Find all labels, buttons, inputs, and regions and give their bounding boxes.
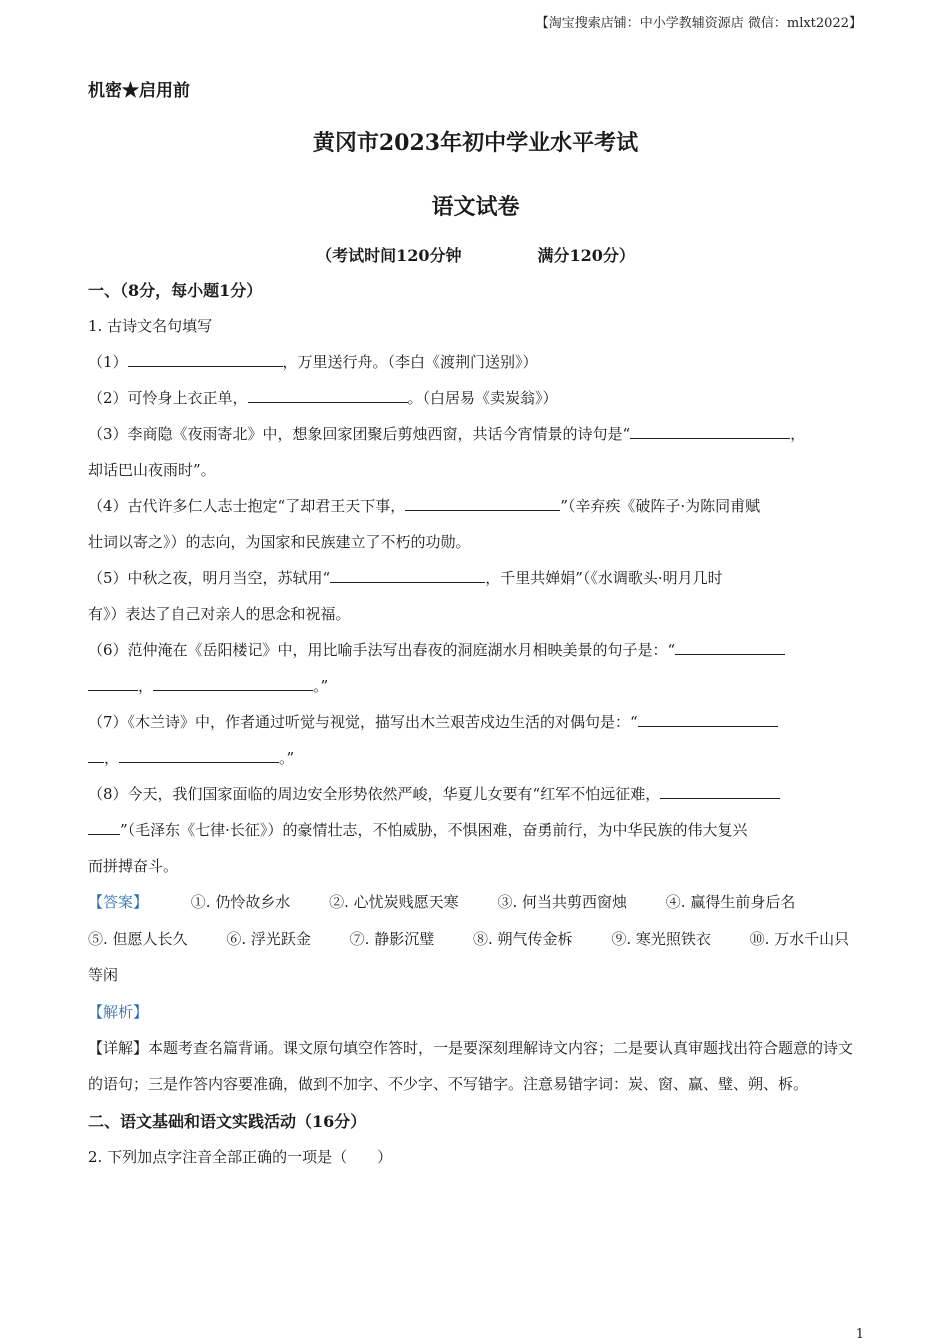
fill-blank[interactable] bbox=[630, 422, 790, 439]
section-1-heading: 一、（8分，每小题1分） bbox=[88, 281, 263, 300]
answer-item: ③. 何当共剪西窗烛 bbox=[497, 893, 627, 911]
item-2 bbox=[88, 380, 863, 416]
item-text: （6）范仲淹在《岳阳楼记》中，用比喻手法写出春夜的洞庭湖水月相映美景的句子是：“ bbox=[88, 641, 676, 659]
item-text: （8）今天，我们国家面临的周边安全形势依然严峻，华夏儿女要有“红军不怕远征难， bbox=[88, 785, 661, 803]
item-4 bbox=[88, 488, 863, 524]
item-5-continued: 有》）表达了自己对亲人的思念和祝福。 bbox=[88, 605, 351, 623]
answer-block bbox=[88, 884, 863, 994]
fill-blank[interactable] bbox=[119, 746, 279, 763]
fill-blank[interactable] bbox=[330, 566, 485, 583]
exam-time: （考试时间120分钟 bbox=[316, 246, 462, 265]
fill-blank[interactable] bbox=[153, 674, 313, 691]
exam-info bbox=[88, 244, 863, 268]
question-2: 2. 下列加点字注音全部正确的一项是（ ） bbox=[88, 1147, 393, 1166]
item-1 bbox=[88, 344, 863, 380]
fill-blank[interactable] bbox=[660, 782, 780, 799]
fill-blank[interactable] bbox=[638, 710, 778, 727]
item-text: ，千里共婵娟”（《水调歌头·明月几时 bbox=[485, 569, 723, 587]
item-3 bbox=[88, 416, 863, 452]
fill-blank[interactable] bbox=[88, 818, 120, 835]
answer-item: ⑧. 朔气传金柝 bbox=[472, 929, 573, 948]
answer-item: ①. 仍怜故乡水 bbox=[190, 893, 291, 911]
document-body bbox=[88, 78, 863, 1175]
fill-blank[interactable] bbox=[248, 386, 408, 403]
fill-blank[interactable] bbox=[675, 638, 785, 655]
item-8-continued-2: 而拼搏奋斗。 bbox=[88, 857, 179, 875]
analysis-tag: 【解析】 bbox=[88, 1002, 149, 1021]
item-7-continued bbox=[88, 740, 863, 776]
answer-item: ⑦. 静影沉璧 bbox=[349, 929, 435, 948]
detail-text: 本题考查名篇背诵。课文原句填空作答时，一是要深刻理解诗文内容；二是要认真审题找出符合题意的诗文的语句；三是作答内容要准确，做到不加字、不少字、不写错字。注意易错字词：炭、窗、赢、璧、朔、柝。 bbox=[88, 1038, 854, 1093]
fill-blank[interactable] bbox=[405, 494, 560, 511]
item-text: ， bbox=[790, 425, 806, 443]
answer-item: ②. 心忧炭贱愿天寒 bbox=[329, 893, 459, 911]
item-text: ， bbox=[138, 677, 154, 695]
item-8-continued bbox=[88, 812, 863, 848]
full-score: 满分120分） bbox=[537, 246, 635, 265]
answer-tag: 【答案】 bbox=[88, 893, 149, 911]
secret-mark: 机密★启用前 bbox=[88, 81, 190, 101]
item-3-continued: 却话巴山夜雨时”。 bbox=[88, 461, 216, 479]
section-2-heading: 二、语文基础和语文实践活动（16分） bbox=[88, 1111, 367, 1131]
item-text: （2）可怜身上衣正单， bbox=[88, 389, 248, 407]
item-text: ”（毛泽东《七律·长征》）的豪情壮志，不怕威胁，不惧困难，奋勇前行，为中华民族的伟大复兴 bbox=[120, 821, 748, 839]
item-7 bbox=[88, 704, 863, 740]
item-6 bbox=[88, 632, 863, 668]
answer-item: ⑨. 寒光照铁衣 bbox=[611, 929, 711, 948]
page-number: 1 bbox=[855, 1327, 864, 1342]
header-note: 【淘宝搜索店铺：中小学教辅资源店 微信：mlxt2022】 bbox=[535, 16, 862, 31]
item-8 bbox=[88, 776, 863, 812]
answer-item: ⑩. 万水千山只等闲 bbox=[88, 929, 850, 984]
fill-blank[interactable] bbox=[128, 350, 283, 367]
fill-blank[interactable] bbox=[88, 746, 104, 763]
item-text: 。” bbox=[313, 677, 329, 695]
question-1-label: 1. 古诗文名句填写 bbox=[88, 317, 213, 335]
item-text: ， bbox=[104, 749, 120, 767]
page-subtitle: 语文试卷 bbox=[431, 194, 520, 220]
item-text: 。” bbox=[279, 749, 295, 767]
item-6-continued bbox=[88, 668, 863, 704]
item-text: （4）古代许多仁人志士抱定“了却君王天下事， bbox=[88, 497, 406, 515]
item-text: ，万里送行舟。（李白《渡荆门送别》） bbox=[282, 353, 538, 371]
answer-item: ⑥. 浮光跃金 bbox=[226, 929, 311, 948]
item-5 bbox=[88, 560, 863, 596]
answer-item: ④. 赢得生前身后名 bbox=[665, 893, 796, 911]
fill-blank[interactable] bbox=[88, 674, 138, 691]
detail-tag: 【详解】 bbox=[88, 1038, 149, 1057]
item-text: （3）李商隐《夜雨寄北》中，想象回家团聚后剪烛西窗，共话今宵情景的诗句是“ bbox=[88, 425, 631, 443]
item-text: 。（白居易《卖炭翁》） bbox=[407, 389, 558, 407]
item-text: （5）中秋之夜，明月当空，苏轼用“ bbox=[88, 569, 331, 587]
page-title: 黄冈市2023年初中学业水平考试 bbox=[312, 130, 639, 156]
item-text: （1） bbox=[88, 353, 128, 371]
item-text: ”（辛弃疾《破阵子·为陈同甫赋 bbox=[560, 497, 761, 515]
item-text: （7）《木兰诗》中，作者通过听觉与视觉，描写出木兰艰苦戍边生活的对偶句是：“ bbox=[88, 713, 638, 731]
detail-paragraph bbox=[88, 1030, 863, 1103]
answer-item: ⑤. 但愿人长久 bbox=[88, 929, 188, 948]
item-4-continued: 壮词以寄之》）的志向，为国家和民族建立了不朽的功勋。 bbox=[88, 533, 471, 551]
